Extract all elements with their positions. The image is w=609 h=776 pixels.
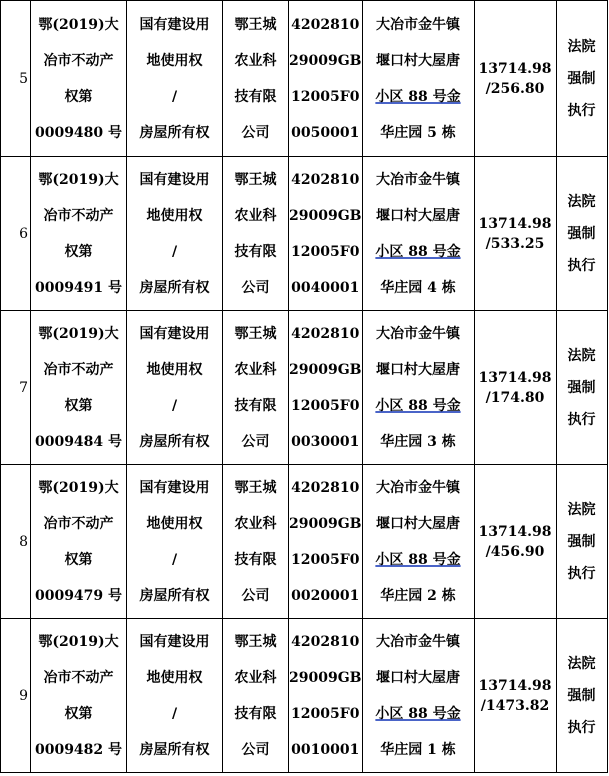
area-value-line: 13714.98 [478, 60, 552, 77]
right-type [127, 465, 223, 619]
row-number: 5 [1, 1, 31, 157]
right-type [127, 311, 223, 465]
transfer-reason [556, 311, 607, 465]
right-type-line: 地使用权 [146, 515, 203, 532]
unit-number-line: 29009GB [289, 52, 362, 69]
area-value-line: /533.25 [485, 235, 545, 252]
property-address-line: 堰口村大屋唐 [376, 669, 460, 686]
right-type-line: 国有建设用 [139, 16, 210, 33]
unit-number-line: 29009GB [289, 669, 362, 686]
right-type-line: 房屋所有权 [139, 279, 210, 296]
certificate-number [31, 465, 127, 619]
right-type [127, 157, 223, 311]
certificate-number-line: 鄂(2019)大 [38, 479, 119, 496]
certificate-number-line: 鄂(2019)大 [38, 633, 119, 650]
certificate-number-line: 冶市不动产 [43, 669, 114, 686]
unit-number-line: 12005F0 [291, 705, 360, 722]
transfer-reason-line: 执行 [567, 102, 596, 119]
owner-name-line: 技有限 [234, 705, 277, 722]
property-address [362, 157, 474, 311]
transfer-reason-line: 执行 [567, 719, 596, 736]
right-type-line: 房屋所有权 [139, 587, 210, 604]
right-type-line: 地使用权 [146, 669, 203, 686]
certificate-number-line: 鄂(2019)大 [38, 325, 119, 342]
unit-number-line: 0010001 [291, 741, 360, 758]
area-value-line: /256.80 [485, 80, 545, 97]
owner-name-line: 农业科 [234, 52, 277, 69]
right-type-line: 国有建设用 [139, 325, 210, 342]
right-type [127, 1, 223, 157]
unit-number-line: 29009GB [289, 515, 362, 532]
area-value-line: /456.90 [485, 543, 545, 560]
right-type-line: / [171, 705, 178, 722]
transfer-reason-line: 强制 [567, 225, 596, 242]
area-value [474, 157, 556, 311]
right-type-line: 地使用权 [146, 207, 203, 224]
right-type-line: 房屋所有权 [139, 433, 210, 450]
right-type-line: 国有建设用 [139, 479, 210, 496]
owner-name-line: 公司 [241, 587, 270, 604]
unit-number [289, 465, 363, 619]
owner-name-line: 技有限 [234, 88, 277, 105]
property-address-line: 堰口村大屋唐 [376, 361, 460, 378]
right-type-line: 国有建设用 [139, 633, 210, 650]
property-address-line: 大冶市金牛镇 [376, 325, 460, 342]
right-type-line: / [171, 243, 178, 260]
certificate-number [31, 1, 127, 157]
owner-name-line: 鄂王城 [234, 325, 277, 342]
owner-name-line: 公司 [241, 433, 270, 450]
unit-number-line: 12005F0 [291, 551, 360, 568]
property-address [362, 311, 474, 465]
certificate-number-line: 鄂(2019)大 [38, 16, 119, 33]
transfer-reason-line: 强制 [567, 687, 596, 704]
unit-number-line: 4202810 [291, 479, 360, 496]
area-value-line: 13714.98 [478, 677, 552, 694]
area-value-line: /1473.82 [480, 697, 550, 714]
right-type-line: 房屋所有权 [139, 124, 210, 141]
certificate-number-line: 鄂(2019)大 [38, 171, 119, 188]
certificate-number-line: 权第 [64, 397, 93, 414]
property-address [362, 465, 474, 619]
certificate-number-line: 0009491 号 [34, 279, 123, 296]
unit-number-line: 4202810 [291, 171, 360, 188]
owner-name-line: 农业科 [234, 669, 277, 686]
table-row [1, 465, 608, 619]
owner-name [223, 465, 289, 619]
certificate-number [31, 157, 127, 311]
certificate-number-line: 0009480 号 [34, 124, 123, 141]
certificate-number-line: 权第 [64, 243, 93, 260]
owner-name-line: 公司 [241, 279, 270, 296]
owner-name-line: 技有限 [234, 243, 277, 260]
property-address [362, 619, 474, 773]
table-row [1, 619, 608, 773]
property-address-line: 华庄园 1 栋 [380, 741, 456, 758]
property-address-line: 大冶市金牛镇 [376, 633, 460, 650]
unit-number [289, 1, 363, 157]
transfer-reason-line: 强制 [567, 533, 596, 550]
owner-name-line: 鄂王城 [234, 479, 277, 496]
owner-name [223, 619, 289, 773]
area-value-line: 13714.98 [478, 215, 552, 232]
unit-number-line: 12005F0 [291, 243, 360, 260]
property-address-line: 堰口村大屋唐 [376, 52, 460, 69]
certificate-number-line: 权第 [64, 551, 93, 568]
owner-name-line: 农业科 [234, 361, 277, 378]
transfer-reason-line: 法院 [567, 347, 596, 364]
owner-name-line: 技有限 [234, 551, 277, 568]
area-value-line: 13714.98 [478, 523, 552, 540]
transfer-reason-line: 法院 [567, 655, 596, 672]
property-address-line: 小区 88 号金 [375, 397, 461, 414]
table-row [1, 157, 608, 311]
right-type-line: 地使用权 [146, 361, 203, 378]
area-value-line: /174.80 [485, 389, 545, 406]
right-type [127, 619, 223, 773]
transfer-reason [556, 1, 607, 157]
transfer-reason-line: 法院 [567, 193, 596, 210]
certificate-number-line: 冶市不动产 [43, 52, 114, 69]
property-address-line: 小区 88 号金 [375, 551, 461, 568]
certificate-number-line: 权第 [64, 88, 93, 105]
unit-number-line: 29009GB [289, 207, 362, 224]
transfer-reason-line: 执行 [567, 411, 596, 428]
unit-number [289, 157, 363, 311]
unit-number-line: 29009GB [289, 361, 362, 378]
certificate-number-line: 0009479 号 [34, 587, 123, 604]
unit-number [289, 311, 363, 465]
transfer-reason [556, 157, 607, 311]
transfer-reason-line: 强制 [567, 70, 596, 87]
property-address-line: 大冶市金牛镇 [376, 16, 460, 33]
property-address-line: 华庄园 2 栋 [380, 587, 456, 604]
property-address-line: 小区 88 号金 [375, 705, 461, 722]
certificate-number-line: 冶市不动产 [43, 515, 114, 532]
certificate-number-line: 冶市不动产 [43, 361, 114, 378]
unit-number-line: 0020001 [291, 587, 360, 604]
area-value [474, 619, 556, 773]
area-value [474, 465, 556, 619]
certificate-number [31, 619, 127, 773]
transfer-reason [556, 465, 607, 619]
property-address [362, 1, 474, 157]
right-type-line: 房屋所有权 [139, 741, 210, 758]
property-address-line: 堰口村大屋唐 [376, 515, 460, 532]
property-address-line: 大冶市金牛镇 [376, 171, 460, 188]
right-type-line: 国有建设用 [139, 171, 210, 188]
right-type-line: / [171, 397, 178, 414]
table-row [1, 311, 608, 465]
row-number: 9 [1, 619, 31, 773]
area-value [474, 311, 556, 465]
right-type-line: / [171, 551, 178, 568]
row-number: 6 [1, 157, 31, 311]
owner-name [223, 157, 289, 311]
owner-name-line: 农业科 [234, 515, 277, 532]
right-type-line: 地使用权 [146, 52, 203, 69]
unit-number [289, 619, 363, 773]
area-value [474, 1, 556, 157]
unit-number-line: 0040001 [291, 279, 360, 296]
certificate-number-line: 0009482 号 [34, 741, 123, 758]
property-address-line: 华庄园 5 栋 [380, 124, 456, 141]
unit-number-line: 0030001 [291, 433, 360, 450]
owner-name-line: 技有限 [234, 397, 277, 414]
table-row [1, 1, 608, 157]
unit-number-line: 0050001 [291, 124, 360, 141]
unit-number-line: 4202810 [291, 325, 360, 342]
owner-name-line: 公司 [241, 741, 270, 758]
property-address-line: 小区 88 号金 [375, 243, 461, 260]
certificate-number-line: 冶市不动产 [43, 207, 114, 224]
owner-name-line: 鄂王城 [234, 16, 277, 33]
certificate-number-line: 权第 [64, 705, 93, 722]
property-address-line: 华庄园 3 栋 [380, 433, 456, 450]
right-type-line: / [171, 88, 178, 105]
transfer-reason-line: 执行 [567, 257, 596, 274]
property-address-line: 堰口村大屋唐 [376, 207, 460, 224]
unit-number-line: 12005F0 [291, 88, 360, 105]
owner-name [223, 1, 289, 157]
unit-number-line: 12005F0 [291, 397, 360, 414]
property-address-line: 小区 88 号金 [375, 88, 461, 105]
area-value-line: 13714.98 [478, 369, 552, 386]
transfer-reason-line: 法院 [567, 38, 596, 55]
transfer-reason [556, 619, 607, 773]
unit-number-line: 4202810 [291, 16, 360, 33]
owner-name-line: 鄂王城 [234, 633, 277, 650]
owner-name-line: 公司 [241, 124, 270, 141]
certificate-number-line: 0009484 号 [34, 433, 123, 450]
owner-name-line: 农业科 [234, 207, 277, 224]
transfer-reason-line: 执行 [567, 565, 596, 582]
owner-name [223, 311, 289, 465]
transfer-reason-line: 强制 [567, 379, 596, 396]
row-number: 8 [1, 465, 31, 619]
row-number: 7 [1, 311, 31, 465]
property-address-line: 华庄园 4 栋 [380, 279, 456, 296]
property-address-line: 大冶市金牛镇 [376, 479, 460, 496]
certificate-number [31, 311, 127, 465]
owner-name-line: 鄂王城 [234, 171, 277, 188]
unit-number-line: 4202810 [291, 633, 360, 650]
transfer-reason-line: 法院 [567, 501, 596, 518]
